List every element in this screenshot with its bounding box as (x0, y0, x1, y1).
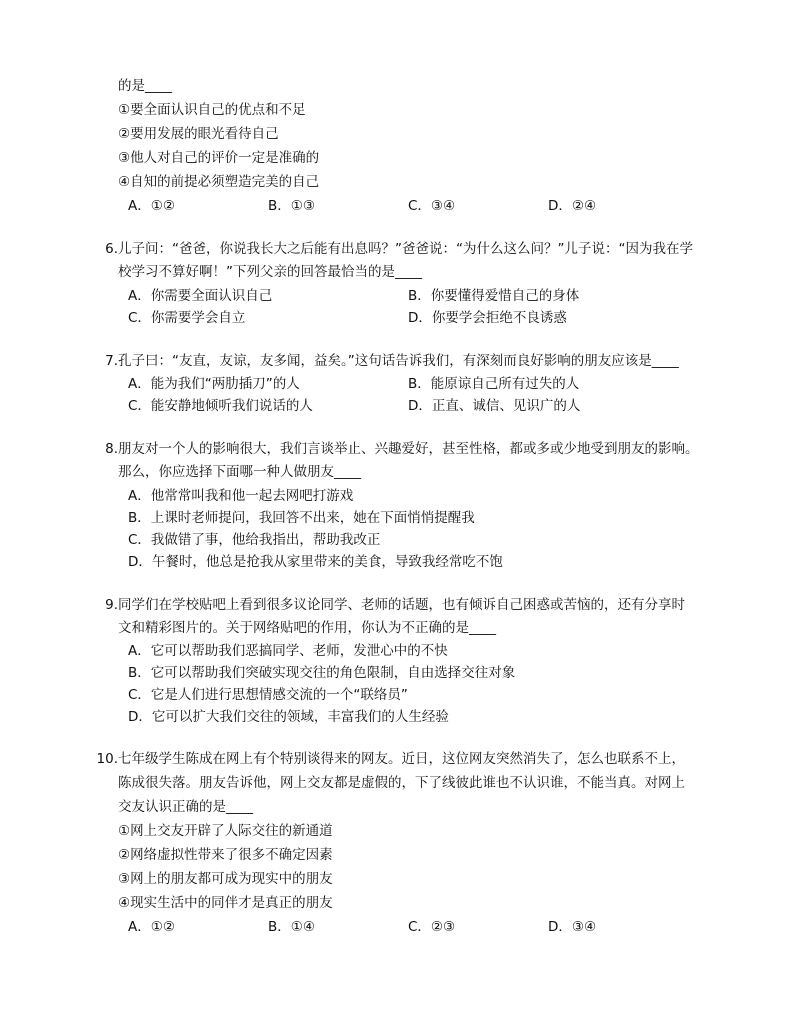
q6-stem-line-1: 儿子问：“爸爸，你说我长大之后能有出息吗？”爸爸说：“为什么这么问？”儿子说：“因为我在学 (118, 241, 693, 257)
q7-stem-line-1: 孔子曰：“友直，友谅，友多闻，益矣。”这句话告诉我们，有深刻而良好影响的朋友应该是____ (118, 353, 679, 369)
q6-option-d[interactable]: D．你要学会拒绝不良诱惑 (408, 310, 567, 326)
q6-number: 6. (105, 241, 118, 257)
q8-stem-line-1: 朋友对一个人的影响很大，我们言谈举止、兴趣爱好，甚至性格，都或多或少地受到朋友的影响。 (118, 441, 699, 457)
q10-stem-line-3: 交友认识正确的是____ (118, 799, 253, 815)
q7-option-d[interactable]: D．正直、诚信、见识广的人 (408, 398, 581, 414)
q8-stem-line-2: 那么，你应选择下面哪一种人做朋友____ (118, 464, 361, 480)
q10-item-3: ③网上的朋友都可成为现实中的朋友 (118, 871, 333, 887)
q9-option-b[interactable]: B．它可以帮助我们突破实现交往的角色限制，自由选择交往对象 (128, 665, 516, 681)
q10-stem-line-2: 陈成很失落。朋友告诉他，网上交友都是虚假的，下了线彼此谁也不认识谁，不能当真。对网上 (118, 775, 685, 791)
q7-option-b[interactable]: B．能原谅自己所有过失的人 (408, 376, 580, 392)
q10-option-c[interactable]: C．②③ (408, 919, 456, 935)
q10-option-d[interactable]: D．③④ (548, 919, 597, 935)
q10-number: 10. (96, 751, 118, 767)
q5-item-2: ②要用发展的眼光看待自己 (118, 126, 279, 142)
q5-stem-tail: 的是____ (118, 78, 172, 94)
q6-option-b[interactable]: B．你要懂得爱惜自己的身体 (408, 288, 580, 304)
q10-item-1: ①网上交友开辟了人际交往的新通道 (118, 823, 333, 839)
q9-option-c[interactable]: C．它是人们进行思想情感交流的一个“联络员” (128, 687, 408, 703)
q9-number: 9. (105, 597, 118, 613)
q5-item-1: ①要全面认识自己的优点和不足 (118, 102, 306, 118)
q8-option-b[interactable]: B．上课时老师提问，我回答不出来，她在下面悄悄提醒我 (128, 510, 475, 526)
q6-option-c[interactable]: C．你需要学会自立 (128, 310, 246, 326)
q5-option-d[interactable]: D．②④ (548, 198, 597, 214)
q10-item-4: ④现实生活中的同伴才是真正的朋友 (118, 895, 333, 911)
q9-stem-line-2: 文和精彩图片的。关于网络贴吧的作用，你认为不正确的是____ (118, 620, 496, 636)
q5-option-c[interactable]: C．③④ (408, 198, 456, 214)
q9-option-d[interactable]: D．它可以扩大我们交往的领域，丰富我们的人生经验 (128, 709, 449, 725)
q7-option-c[interactable]: C．能安静地倾听我们说话的人 (128, 398, 313, 414)
q10-stem-line-1: 七年级学生陈成在网上有个特别谈得来的网友。近日，这位网友突然消失了，怎么也联系不上， (118, 751, 685, 767)
q9-option-a[interactable]: A．它可以帮助我们恶搞同学、老师，发泄心中的不快 (128, 643, 448, 659)
q7-number: 7. (105, 353, 118, 369)
q5-item-3: ③他人对自己的评价一定是准确的 (118, 150, 320, 166)
q8-option-d[interactable]: D．午餐时，他总是抢我从家里带来的美食，导致我经常吃不饱 (128, 554, 503, 570)
q10-option-a[interactable]: A．①② (128, 919, 175, 935)
q6-option-a[interactable]: A．你需要全面认识自己 (128, 288, 273, 304)
q5-option-b[interactable]: B．①③ (268, 198, 315, 214)
q10-item-2: ②网络虚拟性带来了很多不确定因素 (118, 847, 333, 863)
q10-option-b[interactable]: B．①④ (268, 919, 315, 935)
q5-option-a[interactable]: A．①② (128, 198, 175, 214)
q6-stem-line-2: 校学习不算好啊！”下列父亲的回答最恰当的是____ (118, 264, 422, 280)
q5-item-4: ④自知的前提必须塑造完美的自己 (118, 174, 320, 190)
q7-option-a[interactable]: A．能为我们“两肋插刀”的人 (128, 376, 300, 392)
q8-option-c[interactable]: C．我做错了事，他给我指出，帮助我改正 (128, 532, 381, 548)
q9-stem-line-1: 同学们在学校贴吧上看到很多议论同学、老师的话题，也有倾诉自己困惑或苦恼的，还有分享时 (118, 597, 685, 613)
q8-option-a[interactable]: A．他常常叫我和他一起去网吧打游戏 (128, 488, 354, 504)
q8-number: 8. (105, 441, 118, 457)
